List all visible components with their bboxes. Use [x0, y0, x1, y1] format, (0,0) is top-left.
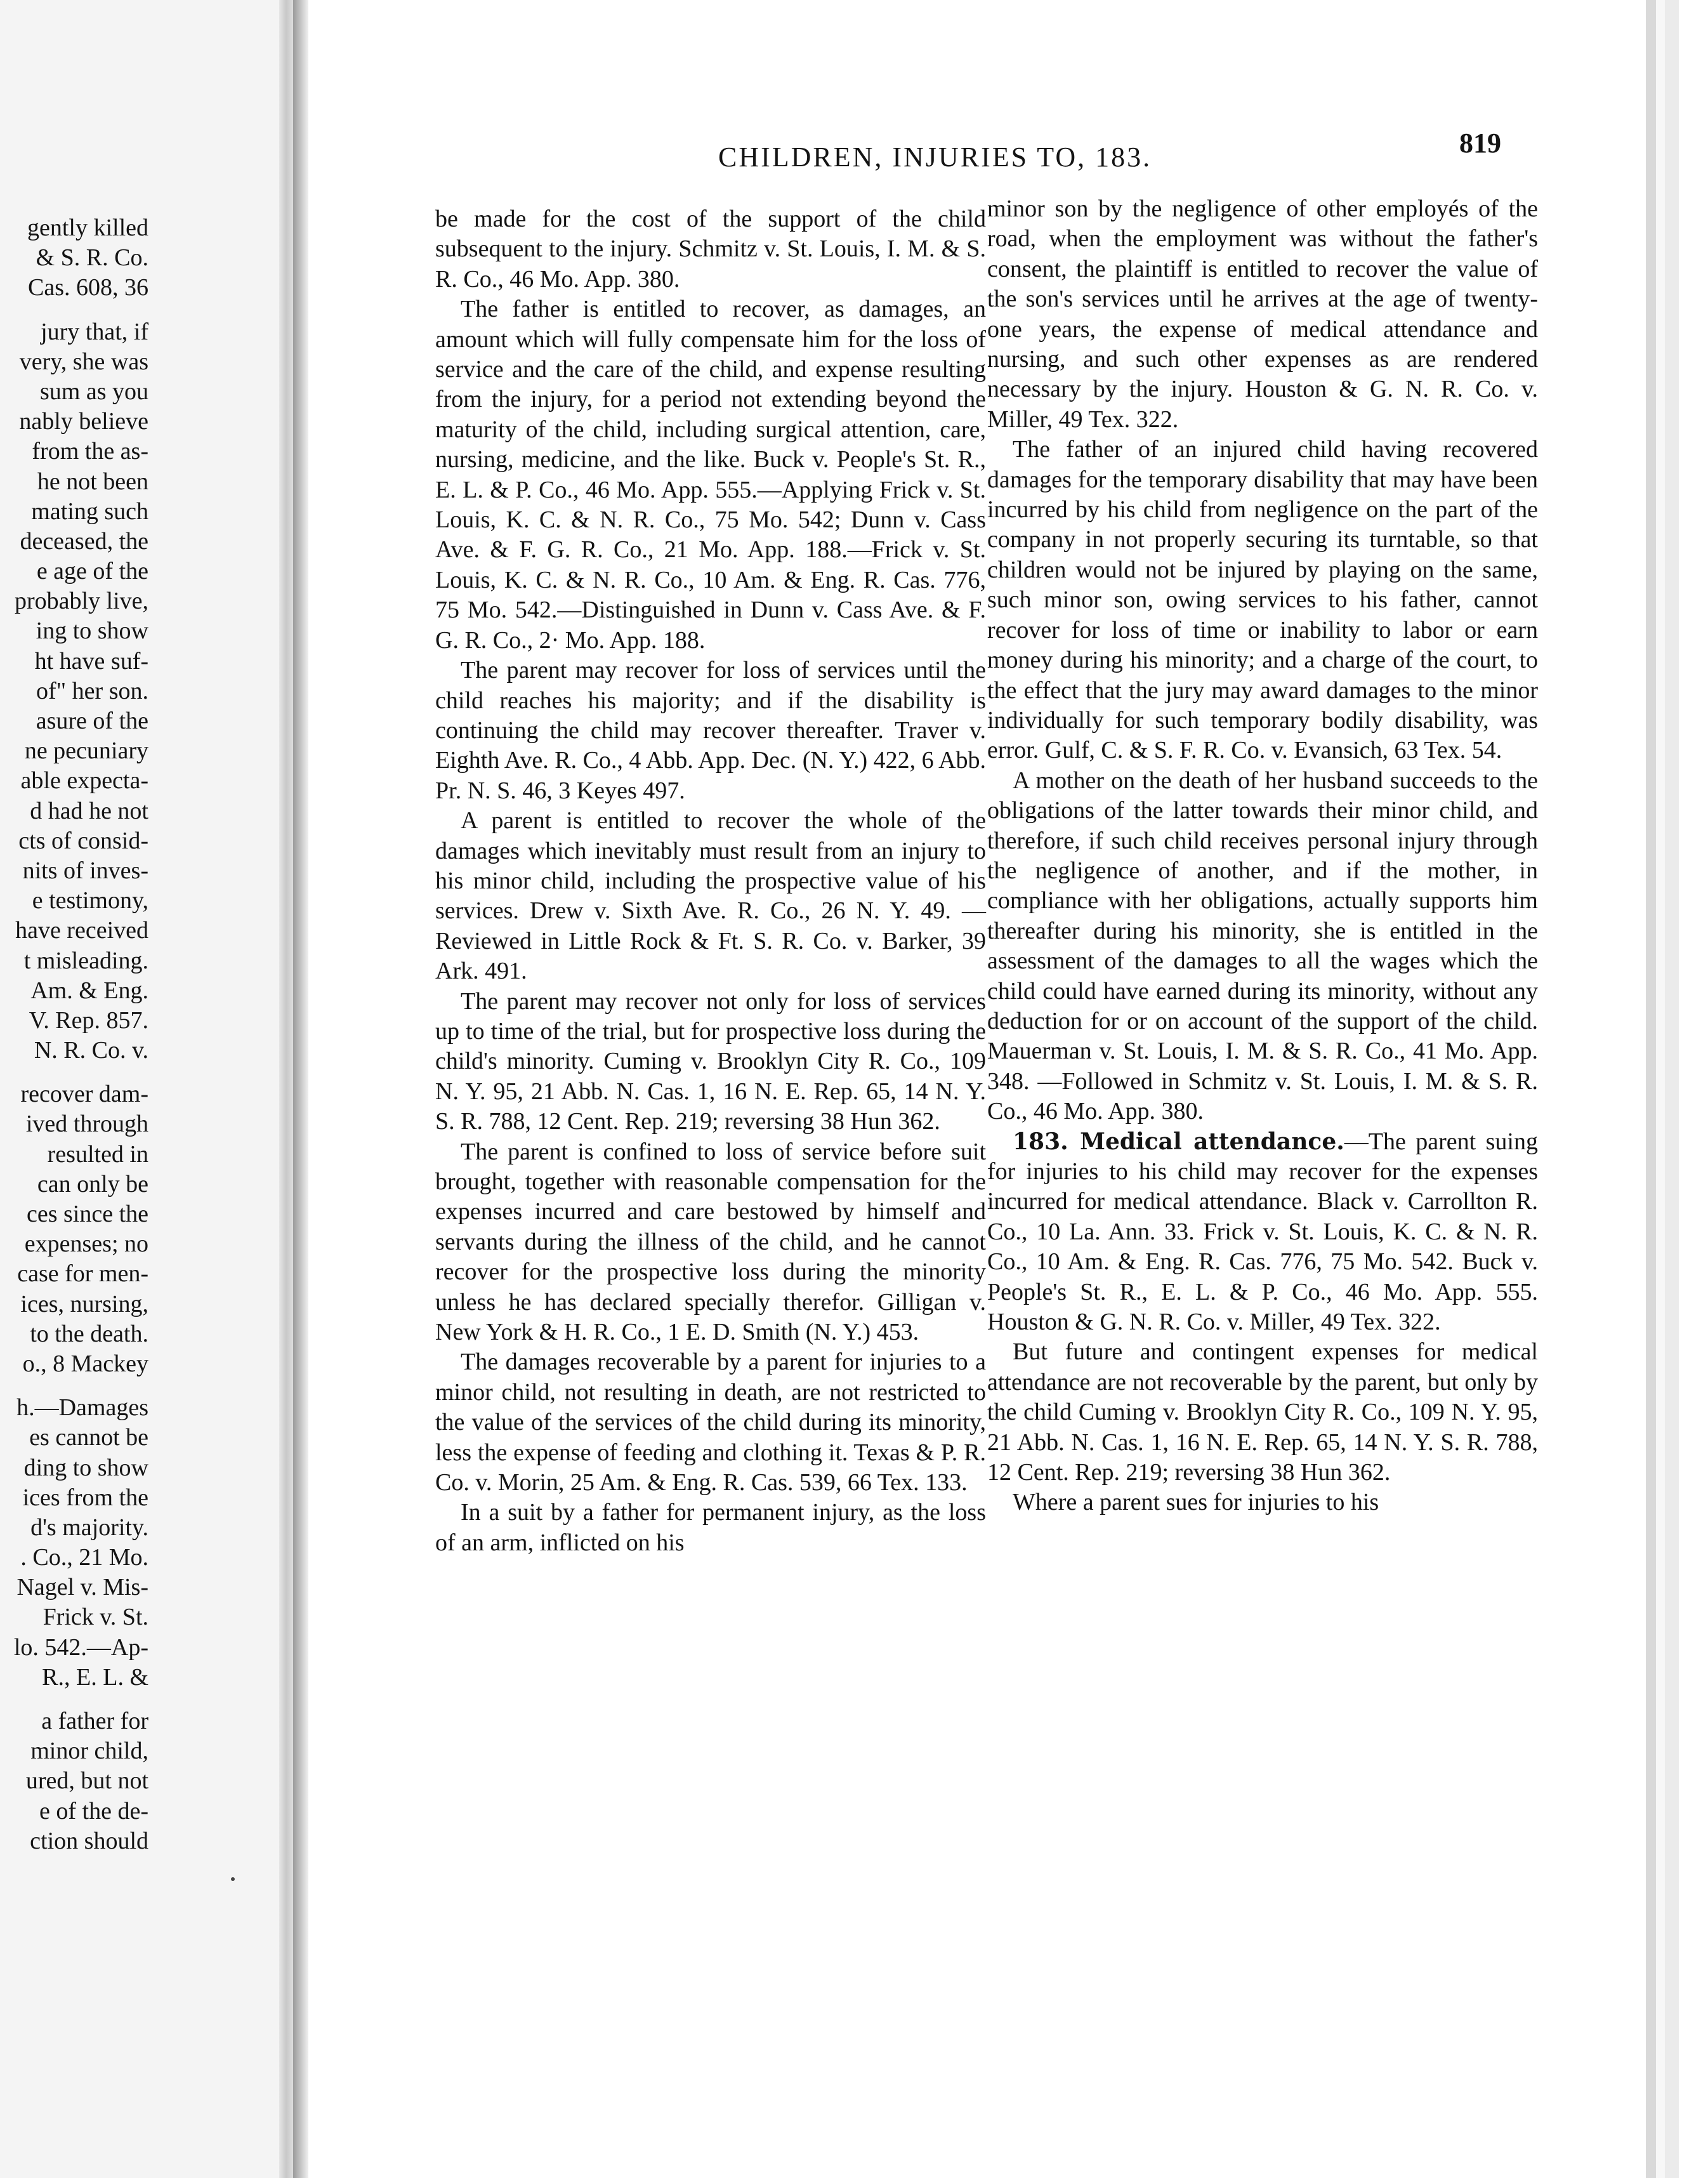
facing-page-line: Am. & Eng.	[30, 977, 148, 1004]
paragraph	[435, 294, 986, 656]
paragraph-text: The parent may recover not only for loss of services up to time of the trial, but for prospective loss during the child's minority. Cuming v. Brooklyn City R. Co., 109 N. Y. 95, 21 Abb. N. Cas. 1, 16 N. E. Rep. 65, 14 N. Y. S. R. 788, 12 Cent. Rep. 219; reversing 38 Hun 362.	[435, 987, 986, 1135]
facing-page-gap	[0, 1379, 148, 1393]
paragraph-text: But future and contingent expenses for medical attendance are not recoverable by the parent, but only by the child Cuming v. Brooklyn City R. Co., 109 N. Y. 95, 21 Abb. N. Cas. 1, 16 N. E. Rep. 65, 14 N. Y. S. R. 788, 12 Cent. Rep. 219; reversing 38 Hun 362.	[987, 1338, 1538, 1486]
facing-page-line: ived through	[25, 1111, 148, 1138]
text-column-right	[987, 194, 1538, 1518]
facing-page-line: . Co., 21 Mo.	[20, 1544, 148, 1571]
paragraph-text: be made for the cost of the support of the child subsequent to the injury. Schmitz v. St. Louis, I. M. & S. R. Co., 46 Mo. App. 380.	[435, 206, 986, 293]
paragraph	[987, 194, 1538, 435]
text-column-left	[435, 204, 986, 1558]
paragraph	[435, 1137, 986, 1348]
paragraph-text: A mother on the death of her husband succeeds to the obligations of the latter towards their minor child, and therefore, if such child receives personal injury through the negligence of another, and if the mother, in compliance with her obligations, actually supports him thereafter during his minority, she is entitled in the assessment of the damages to all the wages which the child could have earned during its minority, without any deduction for or on account of the support of the child. Mauerman v. St. Louis, I. M. & S. R. Co., 41 Mo. App. 348. —Followed in Schmitz v. St. Louis, I. M. & S. R. Co., 46 Mo. App. 380.	[987, 767, 1538, 1125]
paragraph	[987, 435, 1538, 765]
paragraph	[987, 1337, 1538, 1488]
paragraph	[435, 204, 986, 294]
facing-page-gap	[0, 1066, 148, 1079]
paragraph	[435, 656, 986, 806]
facing-page-line: & S. R. Co.	[36, 244, 148, 272]
facing-page-line: ces since the	[26, 1201, 148, 1227]
paragraph-text: —The parent suing for injuries to his child may recover for the expenses incurred for medical attendance. Black v. Carrollton R. Co., 10 La. Ann. 33. Frick v. St. Louis, K. C. & N. R. Co., 10 Am. & Eng. R. Cas. 776, 75 Mo. 542. Buck v. People's St. R., E. L. & P. Co., 46 Mo. App. 555. Houston & G. N. R. Co. v. Miller, 49 Tex. 322.	[987, 1128, 1538, 1336]
facing-page-line: cts of consid-	[18, 827, 148, 854]
facing-page-line: have received	[15, 917, 148, 944]
facing-page-line: es cannot be	[29, 1424, 148, 1451]
gutter-shadow	[293, 0, 308, 2178]
facing-page-line: ices, nursing,	[20, 1290, 148, 1317]
paragraph	[435, 987, 986, 1137]
paragraph-text: The parent may recover for loss of services until the child reaches his majority; and if the disability is continuing the child may recover thereafter. Traver v. Eighth Ave. R. Co., 4 Abb. App. Dec. (N. Y.) 422, 6 Abb. Pr. N. S. 46, 3 Keyes 497.	[435, 657, 987, 804]
facing-page-line: very, she was	[19, 348, 148, 375]
paragraph	[987, 1488, 1538, 1517]
facing-page-line: ing to show	[36, 617, 148, 645]
paragraph-text: The father of an injured child having recovered damages for the temporary disability that may have been incurred by his child from negligence on the part of the company in not properly securing its turntable, so that children would not be injured by playing on the same, such minor son, owing services to his father, cannot recover for loss of time or inability to labor or earn money during his minority; and a charge of the court, to the effect that the jury may award damages to the minor individually for such temporary bodily disability, was error. Gulf, C. & S. F. R. Co. v. Evansich, 63 Tex. 54.	[987, 436, 1538, 764]
facing-page-line: resulted in	[47, 1140, 148, 1168]
facing-page-line: R., E. L. &	[42, 1663, 148, 1691]
paragraph	[435, 1498, 986, 1558]
facing-page-line: gently killed	[27, 214, 148, 241]
paragraph-text: The damages recoverable by a parent for injuries to a minor child, not resulting in death, are not restricted to the value of the services of the child during its minority, less the expense of feeding and clothing it. Texas & P. R. Co. v. Morin, 25 Am. & Eng. R. Cas. 539, 66 Tex. 133.	[435, 1349, 986, 1496]
paragraph	[987, 1127, 1538, 1338]
facing-page-line: jury that, if	[41, 318, 148, 345]
page-edge	[1665, 0, 1679, 2178]
facing-page-line: Cas. 608, 36	[28, 274, 148, 301]
facing-page-line: can only be	[37, 1170, 148, 1198]
facing-page-line: h.—Damages	[16, 1394, 148, 1422]
facing-page-line: of" her son.	[36, 677, 148, 704]
paragraph-text: In a suit by a father for permanent injury, as the loss of an arm, inflicted on his	[435, 1499, 986, 1556]
facing-page-line: d's majority.	[30, 1514, 148, 1541]
facing-page-line: sum as you	[40, 378, 148, 405]
facing-page-line: o., 8 Mackey	[22, 1350, 148, 1377]
facing-page-line: e of the de-	[39, 1797, 148, 1825]
facing-page-line: N. R. Co. v.	[34, 1037, 148, 1064]
speck	[231, 1877, 235, 1881]
facing-page-text	[0, 213, 148, 1856]
facing-page-line: mating such	[31, 498, 148, 525]
facing-page-line: ured, but not	[25, 1767, 148, 1795]
facing-page-line: ices from the	[22, 1484, 148, 1511]
facing-page-line: recover dam-	[20, 1081, 148, 1108]
paragraph-text: A parent is entitled to recover the whole of the damages which inevitably must result from an injury to his minor child, including the prospective value of his services. Drew v. Sixth Ave. R. Co., 26 N. Y. 49. — Reviewed in Little Rock & Ft. S. R. Co. v. Barker, 39 Ark. 491.	[435, 807, 986, 985]
paragraph-text: Where a parent sues for injuries to his	[1013, 1489, 1379, 1516]
facing-page-line: ht have suf-	[34, 647, 148, 675]
page-edge	[1656, 0, 1665, 2178]
paragraph-text: The father is entitled to recover, as damages, an amount which will fully compensate him for the loss of service and the care of the child, and expense resulting from the injury, for a period not extending beyond the maturity of the child, including surgical attention, care, nursing, medicine, and the like. Buck v. People's St. R., E. L. & P. Co., 46 Mo. App. 555.—Applying Frick v. St. Louis, K. C. & N. R. Co., 75 Mo. 542; Dunn v. Cass Ave. & F. G. R. Co., 21 Mo. App. 188.—Frick v. St. Louis, K. C. & N. R. Co., 10 Am. & Eng. R. Cas. 776, 75 Mo. 542.—Distinguished in Dunn v. Cass Ave. & F. G. R. Co., 2· Mo. App. 188.	[435, 296, 986, 654]
facing-page-line: V. Rep. 857.	[29, 1006, 148, 1034]
facing-page-line: e testimony,	[32, 887, 148, 914]
page-edge	[1646, 0, 1656, 2178]
facing-page-line: d had he not	[30, 797, 148, 824]
facing-page-line: able expecta-	[20, 767, 148, 795]
facing-page-line: ding to show	[23, 1454, 148, 1481]
facing-page-line: nits of inves-	[22, 857, 148, 884]
facing-page-line: case for men-	[17, 1260, 148, 1288]
facing-page-line: Frick v. St.	[43, 1604, 148, 1631]
facing-page-gap	[0, 303, 148, 317]
running-head: CHILDREN, INJURIES TO, 183.	[718, 142, 1152, 173]
facing-page-line: deceased, the	[20, 527, 148, 555]
facing-page-line: from the as-	[32, 438, 148, 465]
facing-page-line: to the death.	[30, 1320, 148, 1347]
facing-page-line: ction should	[30, 1827, 148, 1854]
paragraph	[987, 766, 1538, 1127]
facing-page-line: probably live,	[14, 588, 148, 615]
paragraph-text: The parent is confined to loss of service before suit brought, together with reasonable compensation for the expenses incurred and care bestowed by himself and servants during the illness of the child, and he cannot recover for the prospective loss during the minority unless he has declared specially therefor. Gilligan v. New York & H. R. Co., 1 E. D. Smith (N. Y.) 453.	[435, 1138, 986, 1346]
facing-page-line: ne pecuniary	[24, 737, 148, 765]
facing-page-line: he not been	[37, 468, 148, 495]
facing-page-line: lo. 542.—Ap-	[13, 1634, 148, 1661]
facing-page-line: expenses; no	[24, 1231, 148, 1258]
facing-page-line: e age of the	[36, 558, 148, 585]
book-gutter	[279, 0, 293, 2178]
page-number: 819	[1459, 128, 1501, 159]
section-heading: 183. Medical attendance.	[1013, 1128, 1344, 1155]
facing-page	[0, 0, 298, 2178]
facing-page-gap	[0, 1693, 148, 1706]
page-edge	[1679, 0, 1708, 2178]
paragraph	[435, 1347, 986, 1498]
facing-page-line: t misleading.	[23, 947, 148, 974]
facing-page-line: a father for	[41, 1708, 148, 1734]
facing-page-line: nably believe	[19, 408, 148, 435]
facing-page-line: Nagel v. Mis-	[16, 1574, 148, 1601]
facing-page-line: asure of the	[36, 708, 148, 734]
facing-page-line: minor child,	[30, 1738, 148, 1765]
paragraph-text: minor son by the negligence of other employés of the road, when the employment was without the father's consent, the plaintiff is entitled to recover the value of the son's services until he arrives at the age of twenty-one years, the expense of medical attendance and nursing, and such other expenses as are rendered necessary by the injury. Houston & G. N. R. Co. v. Miller, 49 Tex. 322.	[987, 195, 1538, 433]
paragraph	[435, 806, 986, 986]
